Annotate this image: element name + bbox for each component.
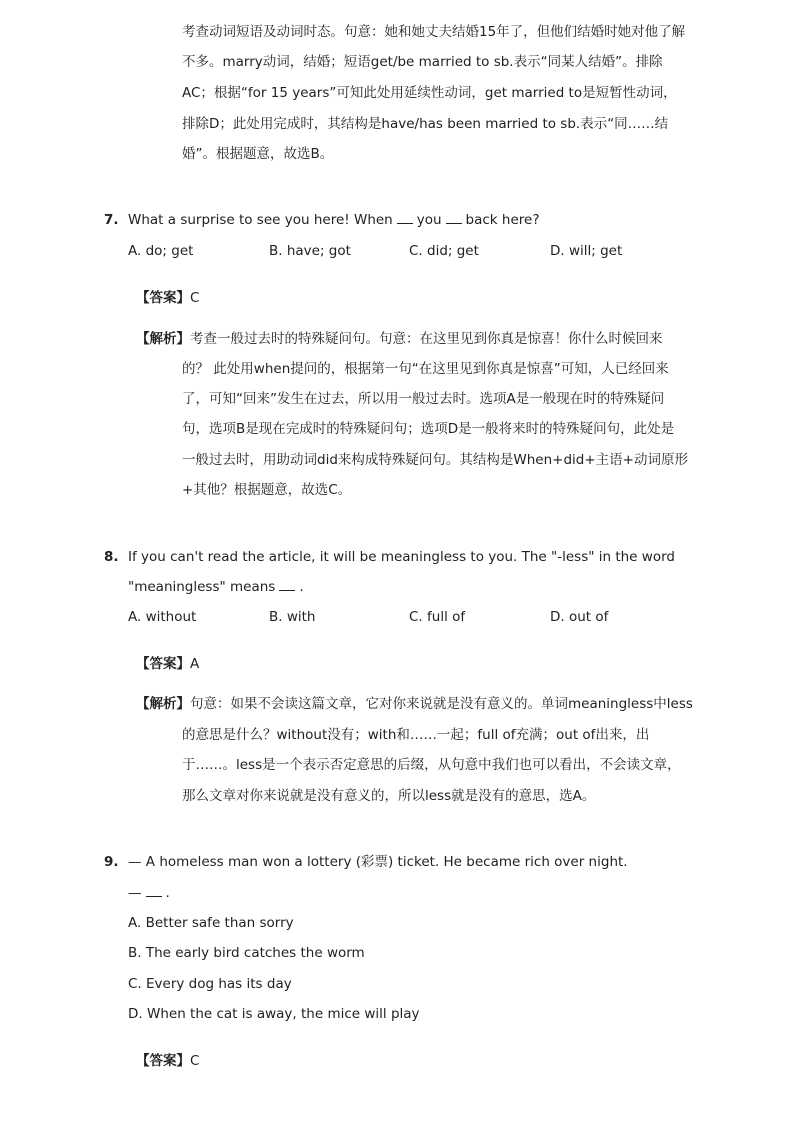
analysis-line: 一般过去时，用助动词did来构成特殊疑问句。其结构是When+did+主语+动词原形 (182, 452, 688, 468)
analysis-text: 考查一般过去时的特殊疑问句。句意：在这里见到你真是惊喜！你什么时候回来 (190, 331, 663, 347)
question-text: — A homeless man won a lottery (彩票) ticket. He became rich over night. (128, 854, 628, 870)
question-text-part: . (299, 579, 304, 595)
option-b: B. with (269, 609, 316, 625)
analysis-line: 的？ 此处用when提问的，根据第一句“在这里见到你真是惊喜”可知，人已经回来 (182, 361, 669, 377)
option-d: D. out of (550, 609, 609, 625)
analysis-first-line (136, 329, 663, 349)
answer-blank (446, 211, 462, 224)
analysis-line: 句，选项B是现在完成时的特殊疑问句；选项D是一般将来时的特殊疑问句，此处是 (182, 421, 675, 437)
answer-blank (146, 884, 162, 897)
explanation-line: 排除D；此处用完成时，其结构是have/has been married to sb.表示“同……结 (182, 116, 669, 132)
explanation-line: AC；根据“for 15 years”可知此处用延续性动词，get married to是短暂性动词， (182, 85, 677, 101)
question-text-part: — (128, 885, 142, 901)
option-c: C. did; get (409, 243, 479, 259)
question-number: 9. (104, 854, 119, 870)
analysis-text: 句意：如果不会读这篇文章，它对你来说就是没有意义的。单词meaningless中less (190, 696, 693, 712)
question-number: 8. (104, 549, 119, 565)
answer-value: C (190, 1053, 200, 1069)
option-a: A. Better safe than sorry (128, 915, 294, 931)
question-text-part: . (165, 885, 170, 901)
answer-value: C (190, 290, 200, 306)
explanation-line: 婚”。根据题意，故选B。 (182, 146, 334, 162)
analysis-line: 于……。less是一个表示否定意思的后缀，从句意中我们也可以看出，不会读文章， (182, 757, 681, 773)
answer-label: 【答案】 (136, 290, 190, 306)
question-text-part: What a surprise to see you here! When (128, 212, 393, 228)
question-text (128, 883, 170, 903)
option-c: C. full of (409, 609, 466, 625)
option-b: B. The early bird catches the worm (128, 945, 365, 961)
option-d: D. When the cat is away, the mice will play (128, 1006, 420, 1022)
question-text (128, 210, 540, 230)
question-number: 7. (104, 212, 119, 228)
explanation-line: 不多。marry动词，结婚；短语get/be married to sb.表示“同某人结婚”。排除 (182, 54, 663, 70)
analysis-line: 那么文章对你来说就是没有意义的，所以less就是没有的意思，选A。 (182, 788, 596, 804)
answer-blank (279, 578, 295, 591)
question-text: If you can't read the article, it will be meaningless to you. The "-less" in the word (128, 549, 675, 565)
analysis-line: +其他？根据题意，故选C。 (182, 482, 352, 498)
analysis-first-line (136, 694, 693, 714)
analysis-line: 了，可知“回来”发生在过去，所以用一般过去时。选项A是一般现在时的特殊疑问 (182, 391, 665, 407)
answer-label: 【答案】 (136, 1053, 190, 1069)
answer-value: A (190, 656, 200, 672)
option-b: B. have; got (269, 243, 351, 259)
analysis-label: 【解析】 (136, 331, 190, 347)
option-d: D. will; get (550, 243, 623, 259)
answer-label: 【答案】 (136, 656, 190, 672)
option-c: C. Every dog has its day (128, 976, 292, 992)
answer-row (136, 288, 199, 308)
option-a: A. do; get (128, 243, 194, 259)
question-text-part: back here? (465, 212, 540, 228)
question-text (128, 577, 304, 597)
analysis-line: 的意思是什么？without没有；with和……一起；full of充满；out of出来，出 (182, 727, 650, 743)
explanation-line: 考查动词短语及动词时态。句意：她和她丈夫结婚15年了，但他们结婚时她对他了解 (182, 24, 686, 40)
answer-row (136, 1051, 199, 1071)
question-text-part: "meaningless" means (128, 579, 276, 595)
option-a: A. without (128, 609, 197, 625)
answer-row (136, 654, 199, 674)
answer-blank (397, 211, 413, 224)
question-text-part: you (416, 212, 442, 228)
analysis-label: 【解析】 (136, 696, 190, 712)
